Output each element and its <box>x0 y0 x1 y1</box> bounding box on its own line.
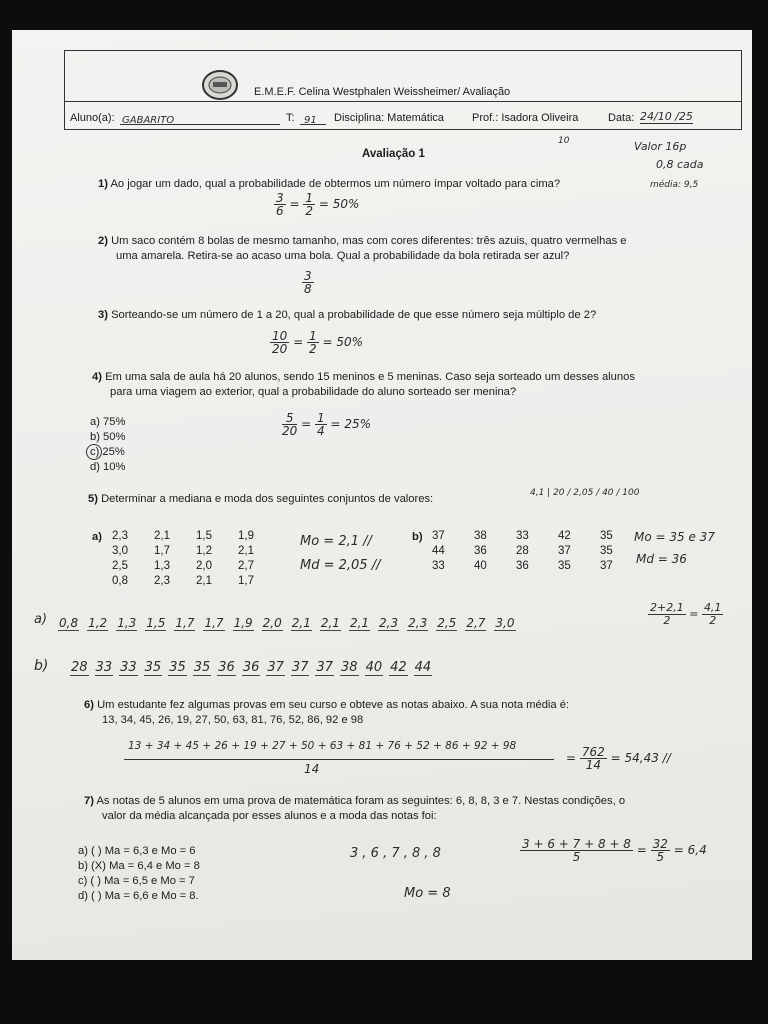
sorted-b-item: 38 <box>341 660 358 675</box>
sorted-a-item: 2,7 <box>466 616 486 630</box>
set-b-mediana: Md = 36 <box>636 552 687 566</box>
set-a-value: 2,3 <box>112 530 128 542</box>
set-a-value: 1,3 <box>154 560 170 572</box>
set-b-value: 36 <box>474 545 487 557</box>
set-b-label: b) <box>412 531 423 543</box>
sorted-b-item: 35 <box>193 660 211 675</box>
sorted-b-item: 36 <box>218 660 235 675</box>
option-4b[interactable]: b) 50% <box>90 431 126 443</box>
sorted-b-item: 42 <box>390 660 407 675</box>
score-mark: 10 <box>558 136 570 146</box>
mean-calc: $\frac{3 + 6 + 7 + 8 + 8}{5}$ = $\frac{32}{5}$ = 6,4 <box>522 837 707 864</box>
set-b-value: 37 <box>600 560 613 572</box>
sorted-a-median: $\frac{2+2,1}{2}$ = $\frac{4,1}{2}$ <box>650 601 722 627</box>
set-b-value: 35 <box>600 545 613 557</box>
sorted-a-item: 2,3 <box>408 616 428 630</box>
set-b-value: 33 <box>516 530 529 542</box>
set-a-value: 0,8 <box>112 575 128 587</box>
moda-answer: Mo = 8 <box>404 886 451 901</box>
side-calculation: 4,1 | 20 / 2,05 / 40 / 100 <box>530 488 640 498</box>
sum-denominator: 14 <box>304 762 320 776</box>
set-a-value: 2,7 <box>238 560 254 572</box>
data-label: Data: <box>608 112 635 124</box>
set-a-value: 3,0 <box>112 545 128 557</box>
set-a-value: 2,3 <box>154 575 170 587</box>
answer-2: $\frac{3}{8}$ <box>304 269 312 296</box>
set-b-value: 38 <box>474 530 487 542</box>
disciplina: Disciplina: Matemática <box>334 112 445 124</box>
option-7d[interactable]: d) ( ) Ma = 6,6 e Mo = 8. <box>78 890 199 902</box>
set-b-value: 44 <box>432 545 445 557</box>
set-a-value: 2,5 <box>112 560 128 572</box>
school-name: E.M.E.F. Celina Westphalen Weissheimer/ Avaliação <box>254 86 511 98</box>
sum-result: = $\frac{762}{14}$ = 54,43 // <box>566 745 671 772</box>
aluno-label: Aluno(a): <box>70 112 115 124</box>
media-note: média: 9,5 <box>650 180 699 190</box>
option-4a[interactable]: a) 75% <box>90 416 126 428</box>
sorted-a-item: 1,7 <box>204 616 224 630</box>
question-7-line2: valor da média alcançada por esses alunos e a moda das notas foi: <box>102 810 437 822</box>
option-7c[interactable]: c) ( ) Ma = 6,5 e Mo = 7 <box>78 875 195 887</box>
sorted-b-item: 37 <box>316 660 334 675</box>
sorted-b-item: 33 <box>95 660 113 675</box>
sorted-b-item: 37 <box>291 660 309 675</box>
sorted-a-label: a) <box>34 612 48 627</box>
selected-mark-icon <box>86 444 102 460</box>
sorted-b-item: 44 <box>414 660 432 675</box>
sorted-a-item: 2,3 <box>379 616 399 630</box>
sorted-a-item: 2,1 <box>291 616 311 630</box>
answer-1: $\frac{3}{6}$ = $\frac{1}{2}$ = 50% <box>276 191 360 218</box>
question-7: 7) As notas de 5 alunos em uma prova de matemática foram as seguintes: 6, 8, 8, 3 e 7. Nestas condições, o <box>84 795 626 807</box>
sorted-b-label: b) <box>34 658 49 674</box>
question-6: 6) Um estudante fez algumas provas em seu curso e obteve as notas abaixo. A sua nota média é: <box>84 699 570 711</box>
set-a-value: 1,7 <box>154 545 170 557</box>
set-a-value: 1,7 <box>238 575 254 587</box>
turma-label: T: <box>286 112 295 124</box>
question-6-line2: 13, 34, 45, 26, 19, 27, 50, 63, 81, 76, 52, 86, 92 e 98 <box>102 714 364 726</box>
option-4c[interactable]: c) 25% <box>90 446 125 458</box>
cada-note: 0,8 cada <box>656 158 704 171</box>
answer-4: $\frac{5}{20}$ = $\frac{1}{4}$ = 25% <box>282 411 372 438</box>
sorted-a-item: 1,7 <box>175 616 195 630</box>
option-4d[interactable]: d) 10% <box>90 461 126 473</box>
set-b-value: 35 <box>558 560 571 572</box>
question-1: 1) Ao jogar um dado, qual a probabilidade de obtermos um número ímpar voltado para cima? <box>98 178 561 190</box>
set-a-moda: Mo = 2,1 // <box>300 534 372 549</box>
set-a-value: 2,0 <box>196 560 212 572</box>
question-2-line2: uma amarela. Retira-se ao acaso uma bola. Qual a probabilidade da bola retirada ser azul? <box>116 250 570 262</box>
sorted-b-item: 35 <box>169 660 186 675</box>
set-a-value: 1,5 <box>196 530 212 542</box>
question-4-line2: para uma viagem ao exterior, qual a probabilidade do aluno sorteado ser menina? <box>110 386 517 398</box>
sorted-b-item: 28 <box>71 660 88 675</box>
set-b-moda: Mo = 35 e 37 <box>634 530 715 544</box>
question-5: 5) Determinar a mediana e moda dos seguintes conjuntos de valores: <box>88 493 434 505</box>
data-value: 24/10 /25 <box>640 110 693 123</box>
sorted-a-item: 1,3 <box>117 616 137 630</box>
sorted-notes: 3 , 6 , 7 , 8 , 8 <box>350 846 441 861</box>
set-b-value: 36 <box>516 560 529 572</box>
exam-paper <box>12 30 752 960</box>
sorted-a-item: 2,1 <box>349 616 370 630</box>
sorted-b-item: 37 <box>267 660 284 675</box>
sorted-b-item: 33 <box>120 660 137 675</box>
question-2: 2) Um saco contém 8 bolas de mesmo tamanho, mas com cores diferentes: três azuis, quatro vermelhas e <box>98 235 627 247</box>
set-b-value: 33 <box>432 560 445 572</box>
set-b-value: 37 <box>432 530 445 542</box>
set-b-value: 35 <box>600 530 613 542</box>
sorted-a-item: 1,2 <box>88 616 108 630</box>
sorted-a-item: 2,1 <box>320 616 340 630</box>
set-b-value: 40 <box>474 560 487 572</box>
set-a-table <box>112 530 272 594</box>
sorted-b-list <box>70 660 438 676</box>
question-4: 4) Em uma sala de aula há 20 alunos, sendo 15 meninos e 5 meninas. Caso seja sorteado um desses alunos <box>92 371 635 383</box>
sorted-a-item: 2,0 <box>262 616 282 630</box>
valor-note: Valor 16p <box>634 140 687 153</box>
set-a-value: 1,9 <box>238 530 254 542</box>
option-7a[interactable]: a) ( ) Ma = 6,3 e Mo = 6 <box>78 845 196 857</box>
sorted-a-list <box>58 616 524 631</box>
question-3: 3) Sorteando-se um número de 1 a 20, qual a probabilidade de que esse número seja múltiplo de 2? <box>98 309 597 321</box>
aluno-field: GABARITO <box>120 110 280 125</box>
sum-numerator: 13 + 34 + 45 + 26 + 19 + 27 + 50 + 63 + 81 + 76 + 52 + 86 + 92 + 98 <box>128 740 517 752</box>
sorted-b-item: 35 <box>144 660 162 675</box>
set-a-label: a) <box>92 531 102 543</box>
set-a-value: 1,2 <box>196 545 212 557</box>
school-logo-icon <box>200 68 240 102</box>
set-a-mediana: Md = 2,05 // <box>300 558 381 573</box>
sorted-b-item: 40 <box>365 660 383 675</box>
set-b-value: 37 <box>558 545 571 557</box>
sorted-a-item: 1,9 <box>233 616 253 630</box>
set-a-value: 2,1 <box>154 530 170 542</box>
set-b-value: 42 <box>558 530 571 542</box>
sorted-a-item: 1,5 <box>146 616 166 630</box>
sorted-b-item: 36 <box>242 660 260 675</box>
set-b-table <box>432 530 632 578</box>
sorted-a-item: 3,0 <box>495 616 515 630</box>
professor: Prof.: Isadora Oliveira <box>472 112 579 124</box>
sorted-a-item: 0,8 <box>59 616 79 630</box>
set-a-value: 2,1 <box>196 575 212 587</box>
answer-3: $\frac{10}{20}$ = $\frac{1}{2}$ = 50% <box>272 329 364 356</box>
option-7b[interactable]: b) (X) Ma = 6,4 e Mo = 8 <box>78 860 200 872</box>
sorted-a-item: 2,5 <box>437 616 457 630</box>
turma-field: 91 <box>300 110 326 125</box>
set-a-value: 2,1 <box>238 545 254 557</box>
page-title: Avaliação 1 <box>362 148 425 160</box>
set-b-value: 28 <box>516 545 529 557</box>
